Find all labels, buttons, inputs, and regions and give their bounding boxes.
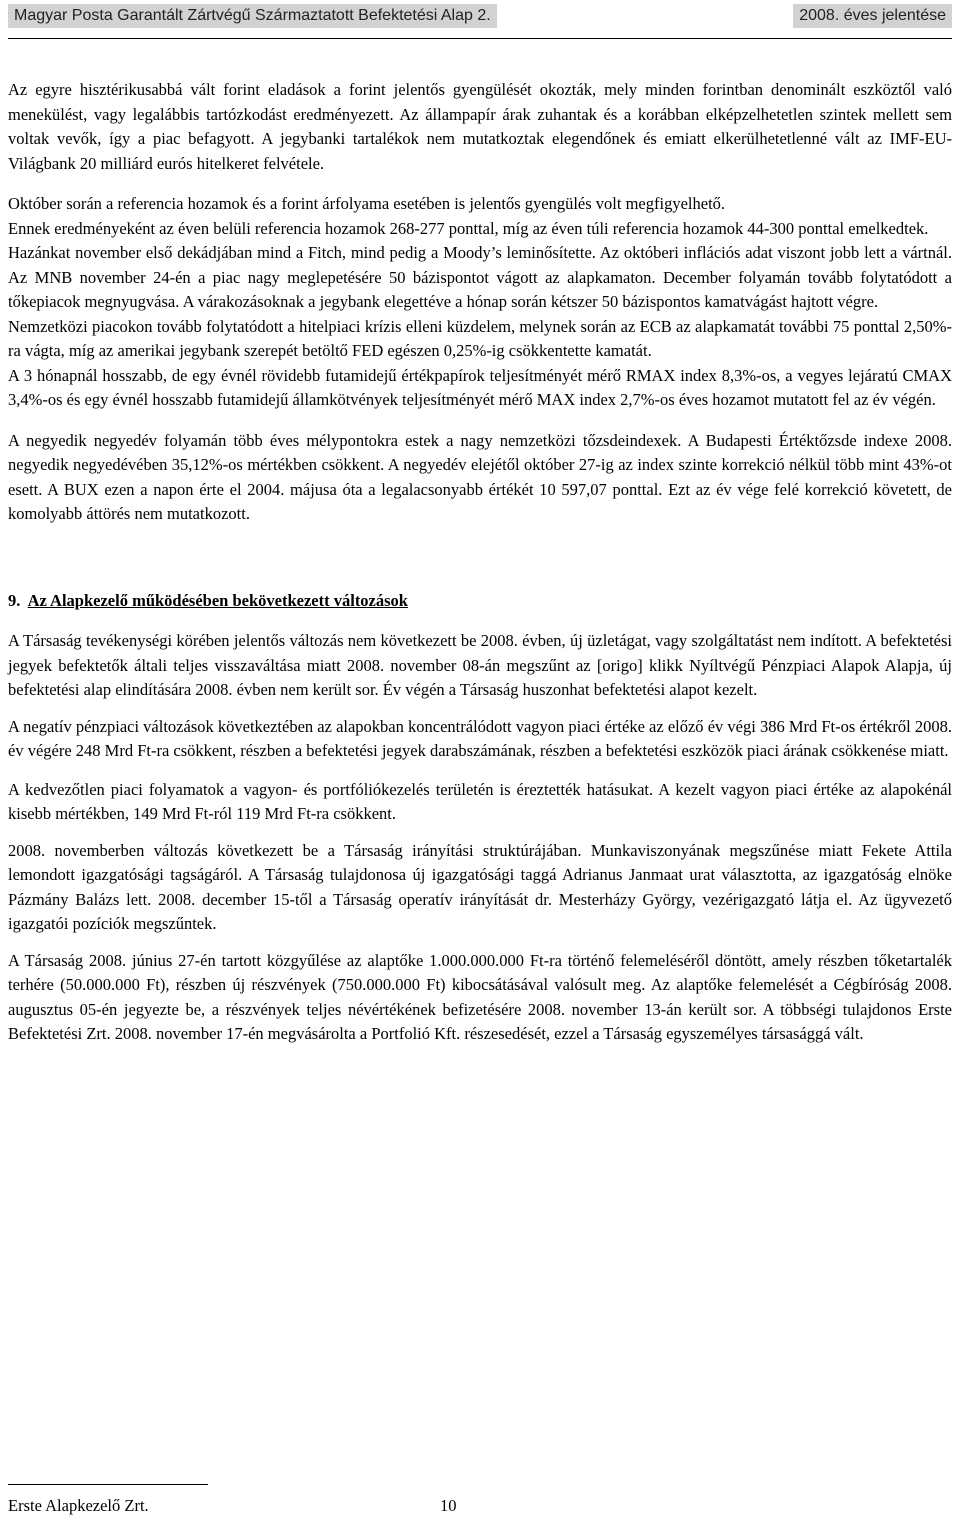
- paragraph-bond-indices: A 3 hónapnál hosszabb, de egy évnél rövidebb futamidejű értékpapírok teljesítményét mérő RMAX index 8,3%-os, a vegyes lejáratú CMAX 3,4%-os és egy évnél hosszabb futamidejű államkötvények teljesítményét mérő MAX index 2,7%-os éves hozamot mutatott fel az év végén.: [8, 365, 952, 409]
- document-title: Magyar Posta Garantált Zártvégű Származtatott Befektetési Alap 2.: [8, 4, 497, 28]
- header-divider: [8, 38, 952, 39]
- page-footer: [8, 1496, 457, 1516]
- paragraph-october-yields: Október során a referencia hozamok és a forint árfolyama esetében is jelentős gyengülés volt megfigyelhető.: [8, 194, 726, 213]
- paragraph-governance: 2008. novemberben változás következett be a Társaság irányítási struktúrájában. Munkaviszonyának megszűnése miatt Fekete Attila lemondott igazgatósági tagságáról. A Társaság tulajdonosa új igazgatósági taggá Adrianus Janmaat urat választotta, az igazgatóság elnöke Pázmány Balázs lett. 2008. december 15-től a Társaság operatív irányítását dr. Mesterházy György, vezérigazgató látja el. Az ügyvezető igazgatói pozíciók megszűntek.: [8, 840, 952, 933]
- section-number: 9.: [8, 590, 21, 610]
- paragraph-international-markets: Nemzetközi piacokon tovább folytatódott a hitelpiaci krízis elleni küzdelem, melynek során az ECB az alapkamatát további 75 ponttal 2,50%-ra vágta, míg az amerikai jegybank szerepét betöltő FED egészen 0,25%-ig csökkentette kamatát.: [8, 316, 952, 360]
- page-header: [8, 0, 952, 32]
- page-number: 10: [440, 1496, 457, 1515]
- section-heading: [8, 589, 952, 614]
- paragraph-activities: A Társaság tevékenységi körében jelentős változás nem következett be 2008. évben, új üzletágat, vagy szolgáltatást nem indított. A befektetési jegyek befektetők általi teljes visszaváltása miatt 2008. november 08-án megszűnt az [origo] klikk Nyíltvégű Pénzpiaci Alapok Alapja, új befektetési alap elindítására 2008. évben nem került sor. Év végén a Társaság huszonhat befektetési alapot kezelt.: [8, 631, 952, 699]
- paragraph-rating-downgrade: Hazánkat november első dekádjában mind a Fitch, mind pedig a Moody’s leminősítette. Az októberi inflációs adat viszont jobb lett a vártnál. Az MNB november 24-én a piac nagy meglepetésére 50 bázispontot vágott az alapkamaton. December folyamán tovább folytatódott a tőkepiacok megnyugvása. A várakozásoknak a jegybank elegettéve a hónap során kétszer 50 bázispontos kamatvágást hajtott végre.: [8, 243, 952, 311]
- paragraph-stock-indices: A negyedik negyedév folyamán több éves mélypontokra estek a nagy nemzetközi tőzsdeindexek. A Budapesti Értéktőzsde indexe 2008. negyedik negyedévében 35,12%-os mértékben csökkent. A negyedév elejétől október 27-ig az index szinte korrekció nélkül több mint 43%-ot esett. A BUX ezen a napon érte el 2004. májusa óta a legalacsonyabb értékét 10 597,07 ponttal. Ezt az év vége felé korrekció követett, de komolyabb áttörés nem mutatkozott.: [8, 430, 952, 523]
- section-title: Az Alapkezelő működésében bekövetkezett változások: [27, 590, 408, 610]
- footer-divider: [8, 1484, 208, 1485]
- paragraph-yield-increase: Ennek eredményeként az éven belüli referencia hozamok 268-277 ponttal, míg az éven túli referencia hozamok 44-300 ponttal emelkedtek.: [8, 218, 929, 238]
- footer-company: Erste Alapkezelő Zrt.: [8, 1496, 149, 1515]
- document-body: [8, 78, 952, 1047]
- paragraph-forint-selloff: Az egyre hisztérikusabbá vált forint eladások a forint jelentős gyengülését okozták, mely minden forintban denominált eszköztől való menekülést, vagy legalábbis tartózkodást eredményezett. Az állampapír árak zuhantak és a korábban elképzelhetetlen szintek mellett sem voltak vevők, így a piac befagyott. A jegybanki tartalékok nem mutatkoztak elegendőnek és emiatt elkerülhetetlenné vált az IMF-EU-Világbank 20 milliárd eurós hitelkeret felvétele.: [8, 80, 952, 173]
- paragraph-asset-value: A negatív pénzpiaci változások következtében az alapokban koncentrálódott vagyon piaci értéke az előző év végi 386 Mrd Ft-os értékről 2008. év végére 248 Mrd Ft-ra csökkent, részben a befektetési jegyek darabszámának, részben a befektetési eszközök piaci árának csökkenése miatt.: [8, 716, 952, 760]
- paragraph-capital-increase: A Társaság 2008. június 27-én tartott közgyűlése az alaptőke 1.000.000.000 Ft-ra történő felemeléséről döntött, amely részben tőketartalék terhére (50.000.000 Ft), részben új részvények (750.000.000 Ft) kibocsátásával valósult meg. Az alaptőke felemelését a Cégbíróság 2008. augusztus 05-én jegyezte be, a részvények teljes névértékének befizetésére 2008. november 13-án került sor. A többségi tulajdonos Erste Befektetési Zrt. 2008. november 17-én megvásárolta a Portfolió Kft. részesedését, ezzel a Társaság egyszemélyes társasággá vált.: [8, 950, 952, 1043]
- report-title: 2008. éves jelentése: [793, 4, 952, 28]
- paragraph-portfolio-management: A kedvezőtlen piaci folyamatok a vagyon- és portfóliókezelés területén is éreztették hatásukat. A kezelt vagyon piaci értéke az alapokénál kisebb mértékben, 149 Mrd Ft-ról 119 Mrd Ft-ra csökkent.: [8, 779, 952, 823]
